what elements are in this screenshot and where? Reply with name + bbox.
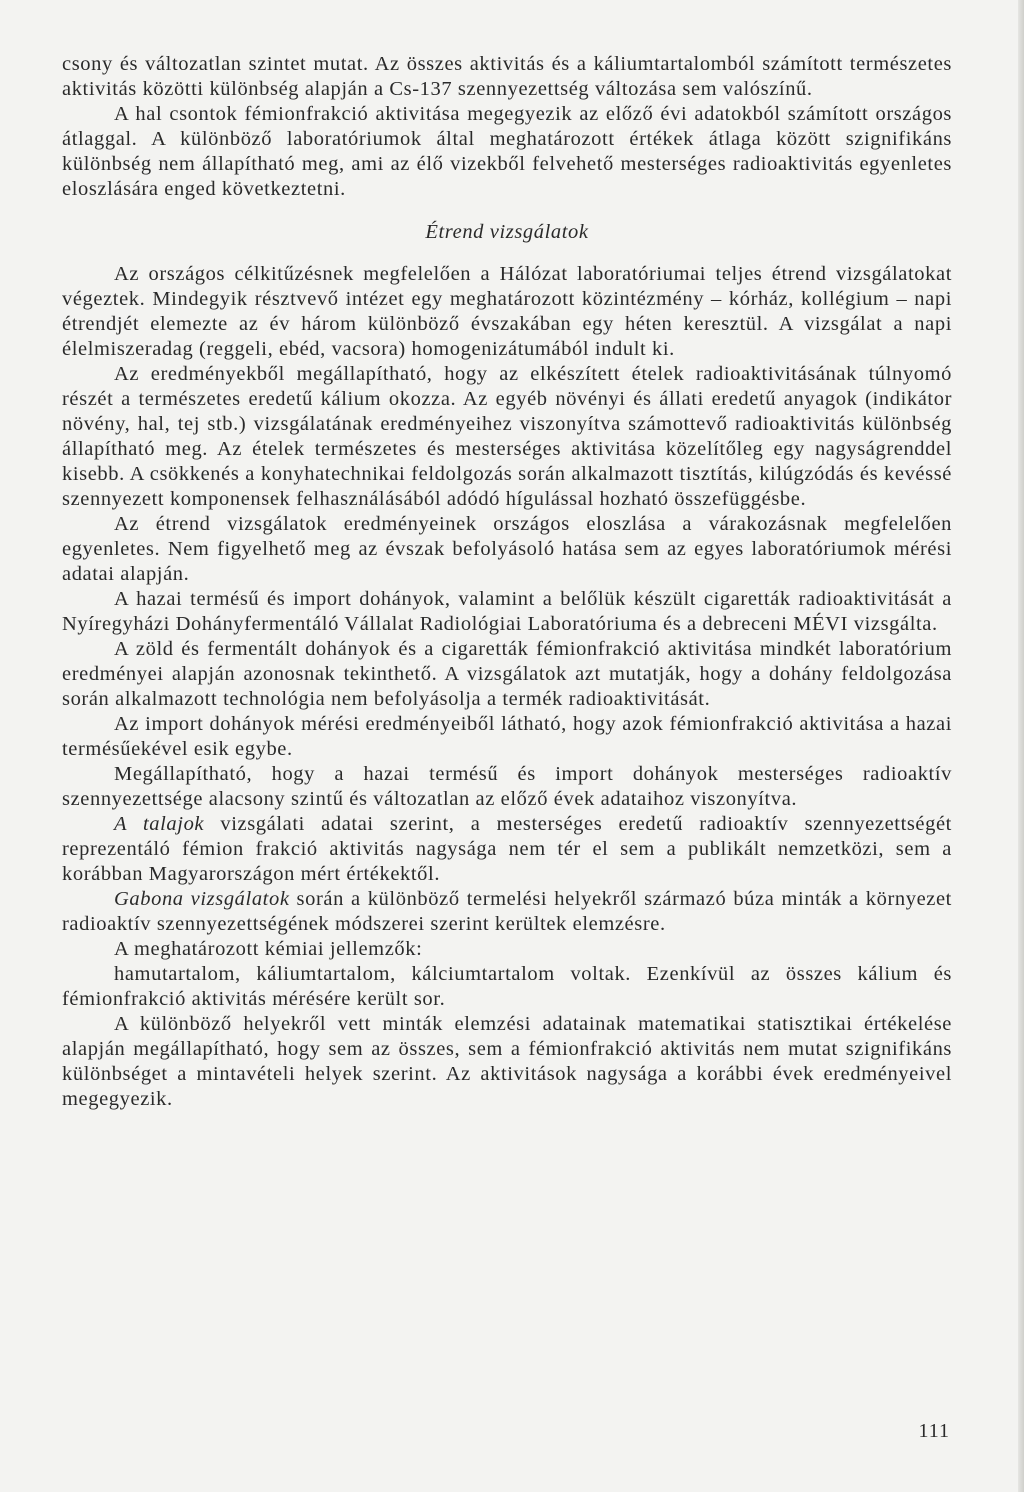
page-edge xyxy=(1018,0,1024,1492)
paragraph: A meghatározott kémiai jellemzők: xyxy=(114,938,423,960)
paragraph-text: során a különböző termelési helyekről származó búza minták a környezet radioaktív szennyezettségének módszerei szerint kerültek elemzésre. xyxy=(62,888,952,935)
paragraph: A hazai termésű és import dohányok, valamint a belőlük készült cigaretták radioaktivitását a Nyíregyházi Dohányfermentáló Vállalat Radiológiai Laboratóriuma és a debreceni MÉVI vizsgálta. xyxy=(62,588,952,635)
paragraph: Az étrend vizsgálatok eredményeinek országos eloszlása a várakozásnak megfelelően egyenletes. Nem figyelhető meg az évszak befolyásoló hatása sem az egyes laboratóriumok mérési adatai alapján. xyxy=(62,513,952,585)
paragraph: hamutartalom, káliumtartalom, kálciumtartalom voltak. Ezenkívül az összes kálium és fémionfrakció aktivitás mérésére került sor. xyxy=(62,963,952,1010)
paragraph xyxy=(62,812,952,887)
italic-term: A talajok xyxy=(114,813,205,835)
page-number: 111 xyxy=(918,1420,950,1442)
paragraph: Megállapítható, hogy a hazai termésű és import dohányok mesterséges radioaktív szennyezettsége alacsony szintű és változatlan az előző évek adataihoz viszonyítva. xyxy=(62,763,952,810)
paragraph: csony és változatlan szintet mutat. Az összes aktivitás és a káliumtartalomból számított természetes aktivitás közötti különbség alapján a Cs-137 szennyezettség változása sem valószínű. xyxy=(62,53,952,100)
paragraph-text: vizsgálati adatai szerint, a mesterséges eredetű radioaktív szennyezettségét reprezentáló fémion frakció aktivitás nagysága nem tér el sem a publikált nemzetközi, sem a korábban Magyarországon mért értékektől. xyxy=(62,813,952,885)
body-text xyxy=(62,52,952,1112)
paragraph: A zöld és fermentált dohányok és a cigaretták fémionfrakció aktivitása mindkét laboratórium eredményei alapján azonosnak tekinthető. A vizsgálatok azt mutatják, hogy a dohány feldolgozása során alkalmazott technológia nem befolyásolja a termék radioaktivitását. xyxy=(62,638,952,710)
italic-term: Gabona vizsgálatok xyxy=(114,888,290,910)
section-heading: Étrend vizsgálatok xyxy=(425,221,589,243)
paragraph: A hal csontok fémionfrakció aktivitása megegyezik az előző évi adatokból számított országos átlaggal. A különböző laboratóriumok által meghatározott értékek átlaga között szignifikáns különbség nem állapítható meg, ami az élő vizekből felvehető mesterséges radioaktivitás egyenletes eloszlására enged következtetni. xyxy=(62,103,952,200)
paragraph: A különböző helyekről vett minták elemzési adatainak matematikai statisztikai értékelése alapján megállapítható, hogy sem az összes, sem a fémionfrakció aktivitás nem mutat szignifikáns különbséget a mintavételi helyek szerint. Az aktivitások nagysága a korábbi évek eredményeivel megegyezik. xyxy=(62,1013,952,1110)
paragraph xyxy=(62,887,952,937)
paragraph: Az országos célkitűzésnek megfelelően a Hálózat laboratóriumai teljes étrend vizsgálatokat végeztek. Mindegyik résztvevő intézet egy meghatározott közintézmény – kórház, kollégium – napi étrendjét elemezte az év három különböző évszakában egy héten keresztül. A vizsgálat a napi élelmiszeradag (reggeli, ebéd, vacsora) homogenizátumából indult ki. xyxy=(62,263,952,360)
paragraph: Az import dohányok mérési eredményeiből látható, hogy azok fémionfrakció aktivitása a hazai termésűekével esik egybe. xyxy=(62,713,952,760)
paragraph: Az eredményekből megállapítható, hogy az elkészített ételek radioaktivitásának túlnyomó részét a természetes eredetű kálium okozza. Az egyéb növényi és állati eredetű anyagok (indikátor növény, hal, tej stb.) vizsgálatának eredményeihez viszonyítva számottevő radioaktivitás különbség állapítható meg. Az ételek természetes és mesterséges aktivitása közelítőleg egy nagyságrenddel kisebb. A csökkenés a konyhatechnikai feldolgozás során alkalmazott tisztítás, kilúgzódás és kevéssé szennyezett komponensek felhasználásából adódó hígulással hozható összefüggésbe. xyxy=(62,363,952,510)
